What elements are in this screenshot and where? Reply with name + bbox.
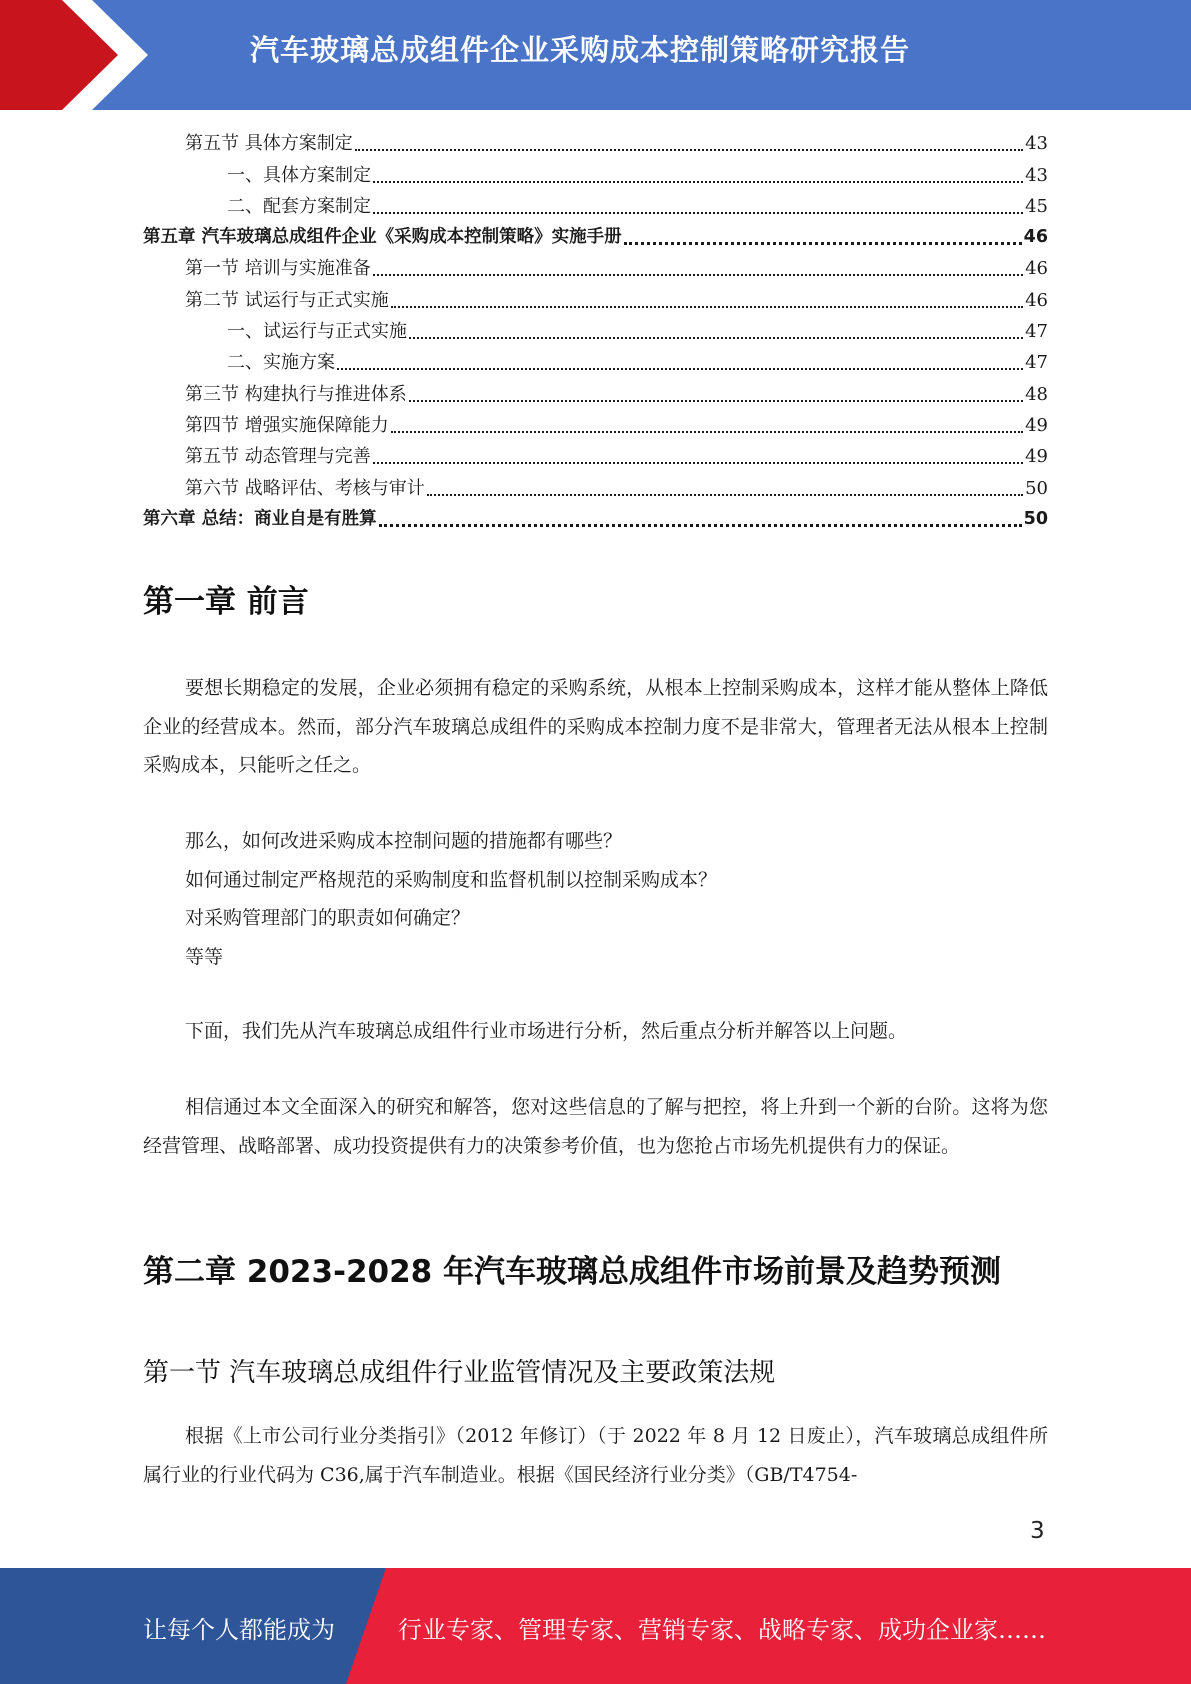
question-item: 对采购管理部门的职责如何确定？ [185,907,471,929]
toc-leader-dots [373,181,1023,183]
toc-entry-title: 第五节 具体方案制定 [185,133,353,155]
toc-entry-title: 第六节 战略评估、考核与审计 [185,477,425,499]
page-number: 3 [1030,1518,1045,1544]
toc-leader-dots [624,242,1022,245]
header-title: 汽车玻璃总成组件企业采购成本控制策略研究报告 [250,33,911,67]
toc-entry-title: 第一节 培训与实施准备 [185,258,371,280]
chapter1-heading: 第一章 前言 [143,584,309,620]
toc-leader-dots [409,337,1023,339]
toc-entry-title: 第二节 试运行与正式实施 [185,289,389,311]
toc-entry-page: 50 [1023,508,1048,529]
toc-entry-title: 一、具体方案制定 [227,164,371,186]
chapter1-paragraph-3: 相信通过本文全面深入的研究和解答，您对这些信息的了解与把控，将上升到一个新的台阶。这将为您经营管理、战略部署、成功投资提供有力的决策参考价值，也为您抢占市场先机提供有力的保证。 [143,1096,1048,1157]
toc-entry-title: 第三节 构建执行与推进体系 [185,383,407,405]
question-item: 如何通过制定严格规范的采购制度和监督机制以控制采购成本？ [185,868,718,891]
question-item: 等等 [185,945,224,968]
toc-entry-page: 48 [1025,383,1048,405]
toc-entry[interactable] [143,378,1048,409]
chapter2-paragraph-1: 根据《上市公司行业分类指引》（2012 年修订）（于 2022 年 8 月 12 日废止），汽车玻璃总成组件所属行业的行业代码为 C36,属于汽车制造业。根据《国民经济行业分类》（GB/T4754- [143,1425,1048,1486]
toc-entry-page: 43 [1025,164,1048,186]
toc-entry-page: 49 [1025,446,1048,468]
toc-entry-page: 50 [1025,477,1048,499]
toc-leader-dots [391,306,1023,308]
table-of-contents [143,128,1048,535]
page-footer [0,1568,1191,1684]
chapter2-heading: 第二章 2023-2028 年汽车玻璃总成组件市场前景及趋势预测 [143,1254,1002,1290]
toc-entry[interactable] [143,472,1048,503]
toc-entry-title: 二、配套方案制定 [227,195,371,217]
page-header [0,0,1191,110]
toc-leader-dots [337,368,1023,370]
toc-entry-title: 第五节 动态管理与完善 [185,446,371,468]
toc-leader-dots [391,431,1023,433]
toc-entry-page: 49 [1025,414,1048,436]
toc-entry[interactable] [143,316,1048,347]
toc-entry[interactable] [143,128,1048,159]
toc-entry-page: 47 [1025,321,1048,343]
toc-entry-title: 第五章 汽车玻璃总成组件企业《采购成本控制策略》实施手册 [143,227,622,248]
toc-entry[interactable] [143,284,1048,315]
footer-slogan-left: 让每个人都能成为 [143,1616,335,1644]
toc-leader-dots [373,212,1023,214]
toc-entry-page: 46 [1023,227,1048,248]
question-list [185,822,717,976]
toc-leader-dots [373,274,1023,276]
chapter2-section1-heading: 第一节 汽车玻璃总成组件行业监管情况及主要政策法规 [143,1358,776,1388]
toc-leader-dots [409,400,1023,402]
toc-entry-page: 46 [1025,289,1048,311]
toc-entry-title: 一、试运行与正式实施 [227,321,407,343]
toc-entry[interactable] [143,191,1048,222]
question-item: 那么，如何改进采购成本控制问题的措施都有哪些？ [185,830,623,852]
toc-entry[interactable] [143,441,1048,472]
toc-entry-title: 第六章 总结：商业自是有胜算 [143,508,377,529]
footer-slogan-right: 行业专家、管理专家、营销专家、战略专家、成功企业家…… [398,1616,1046,1644]
toc-leader-dots [427,494,1023,496]
toc-entry-title: 二、实施方案 [227,352,335,374]
toc-entry[interactable] [143,253,1048,284]
toc-leader-dots [379,524,1022,527]
toc-entry[interactable] [143,222,1048,253]
toc-entry[interactable] [143,347,1048,378]
toc-leader-dots [355,149,1023,151]
toc-entry-title: 第四节 增强实施保障能力 [185,414,389,436]
toc-entry-page: 43 [1025,133,1048,155]
toc-entry-page: 45 [1025,195,1048,217]
toc-entry[interactable] [143,159,1048,190]
toc-entry-page: 47 [1025,352,1048,374]
toc-leader-dots [373,462,1023,464]
toc-entry[interactable] [143,410,1048,441]
chapter1-paragraph-2: 下面，我们先从汽车玻璃总成组件行业市场进行分析，然后重点分析并解答以上问题。 [185,1020,908,1042]
toc-entry-page: 46 [1025,258,1048,280]
chapter1-paragraph-1: 要想长期稳定的发展，企业必须拥有稳定的采购系统，从根本上控制采购成本，这样才能从整体上降低企业的经营成本。然而，部分汽车玻璃总成组件的采购成本控制力度不是非常大，管理者无法从根本上控制采购成本，只能听之任之。 [143,677,1048,776]
toc-entry[interactable] [143,504,1048,535]
